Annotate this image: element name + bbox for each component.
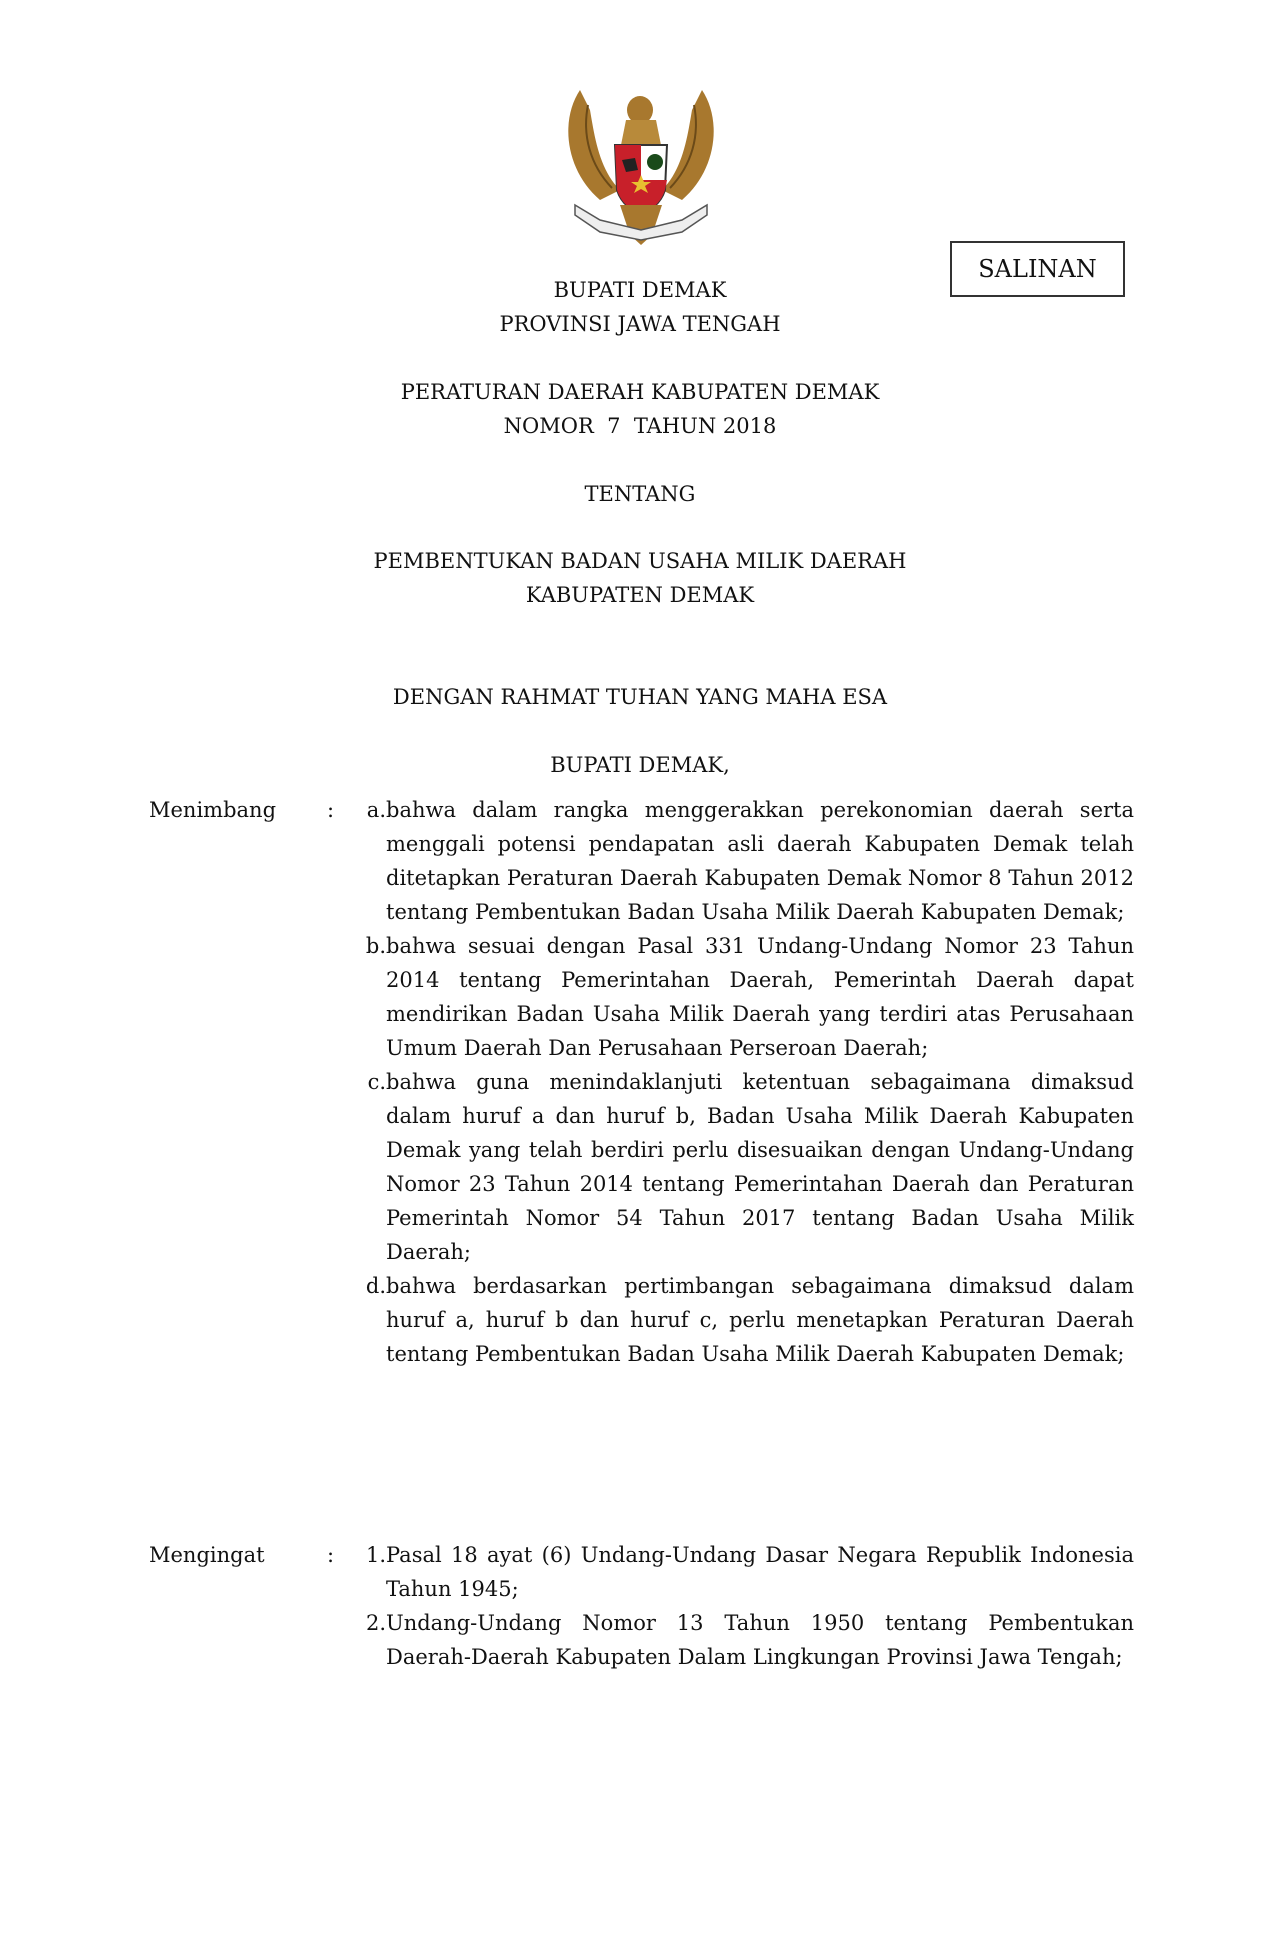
item-marker: d. bbox=[365, 1274, 386, 1298]
list-item bbox=[352, 1269, 1134, 1371]
issuer-province: PROVINSI JAWA TENGAH bbox=[499, 312, 781, 336]
regulation-title-line1: PEMBENTUKAN BADAN USAHA MILIK DAERAH bbox=[373, 549, 907, 573]
item-text: bahwa berdasarkan pertimbangan sebagaimana dimaksud dalam huruf a, huruf b dan huruf c, perlu menetapkan Peraturan Daerah tentang Pembentukan Badan Usaha Milik Daerah Kabupaten Demak; bbox=[386, 1274, 1134, 1366]
list-item bbox=[352, 929, 1134, 1065]
about-heading: TENTANG bbox=[584, 482, 696, 506]
regulation-type: PERATURAN DAERAH KABUPATEN DEMAK bbox=[400, 380, 880, 404]
item-text: bahwa guna menindaklanjuti ketentuan sebagaimana dimaksud dalam huruf a dan huruf b, Badan Usaha Milik Daerah Kabupaten Demak yang telah berdiri perlu disesuaikan dengan Undang-Undang Nomor 23 Tahun 2014 tentang Pemerintahan Daerah dan Peraturan Pemerintah Nomor 54 Tahun 2017 tentang Badan Usaha Milik Daerah; bbox=[386, 1070, 1134, 1264]
regulation-title-line2: KABUPATEN DEMAK bbox=[525, 583, 755, 607]
mengingat-label: Mengingat bbox=[149, 1543, 265, 1567]
item-text: Pasal 18 ayat (6) Undang-Undang Dasar Negara Republik Indonesia Tahun 1945; bbox=[386, 1543, 1134, 1601]
list-item bbox=[352, 1606, 1134, 1674]
item-marker: a. bbox=[366, 798, 386, 822]
list-item bbox=[352, 1538, 1134, 1606]
item-marker: 2. bbox=[365, 1611, 386, 1635]
regulation-number: NOMOR 7 TAHUN 2018 bbox=[503, 414, 777, 438]
item-text: bahwa sesuai dengan Pasal 331 Undang-Undang Nomor 23 Tahun 2014 tentang Pemerintahan Daerah, Pemerintah Daerah dapat mendirikan Badan Usaha Milik Daerah yang terdiri atas Perusahaan Umum Daerah Dan Perusahaan Perseroan Daerah; bbox=[386, 934, 1134, 1060]
list-item bbox=[352, 793, 1134, 929]
list-item bbox=[352, 1065, 1134, 1269]
colon: : bbox=[327, 1543, 335, 1567]
issuer-title: BUPATI DEMAK bbox=[553, 278, 727, 302]
invocation: DENGAN RAHMAT TUHAN YANG MAHA ESA bbox=[392, 685, 888, 709]
colon: : bbox=[327, 798, 335, 822]
item-marker: b. bbox=[365, 934, 386, 958]
garuda-pancasila-emblem bbox=[560, 80, 722, 252]
item-text: bahwa dalam rangka menggerakkan perekonomian daerah serta menggali potensi pendapatan asli daerah Kabupaten Demak telah ditetapkan Peraturan Daerah Kabupaten Demak Nomor 8 Tahun 2012 tentang Pembentukan Badan Usaha Milik Daerah Kabupaten Demak; bbox=[386, 798, 1134, 924]
item-marker: 1. bbox=[365, 1543, 386, 1567]
item-marker: c. bbox=[367, 1070, 386, 1094]
salinan-stamp: SALINAN bbox=[950, 241, 1125, 297]
item-text: Undang-Undang Nomor 13 Tahun 1950 tentang Pembentukan Daerah-Daerah Kabupaten Dalam Lingkungan Provinsi Jawa Tengah; bbox=[386, 1611, 1134, 1669]
official-heading: BUPATI DEMAK, bbox=[550, 753, 730, 777]
menimbang-label: Menimbang bbox=[149, 798, 277, 822]
